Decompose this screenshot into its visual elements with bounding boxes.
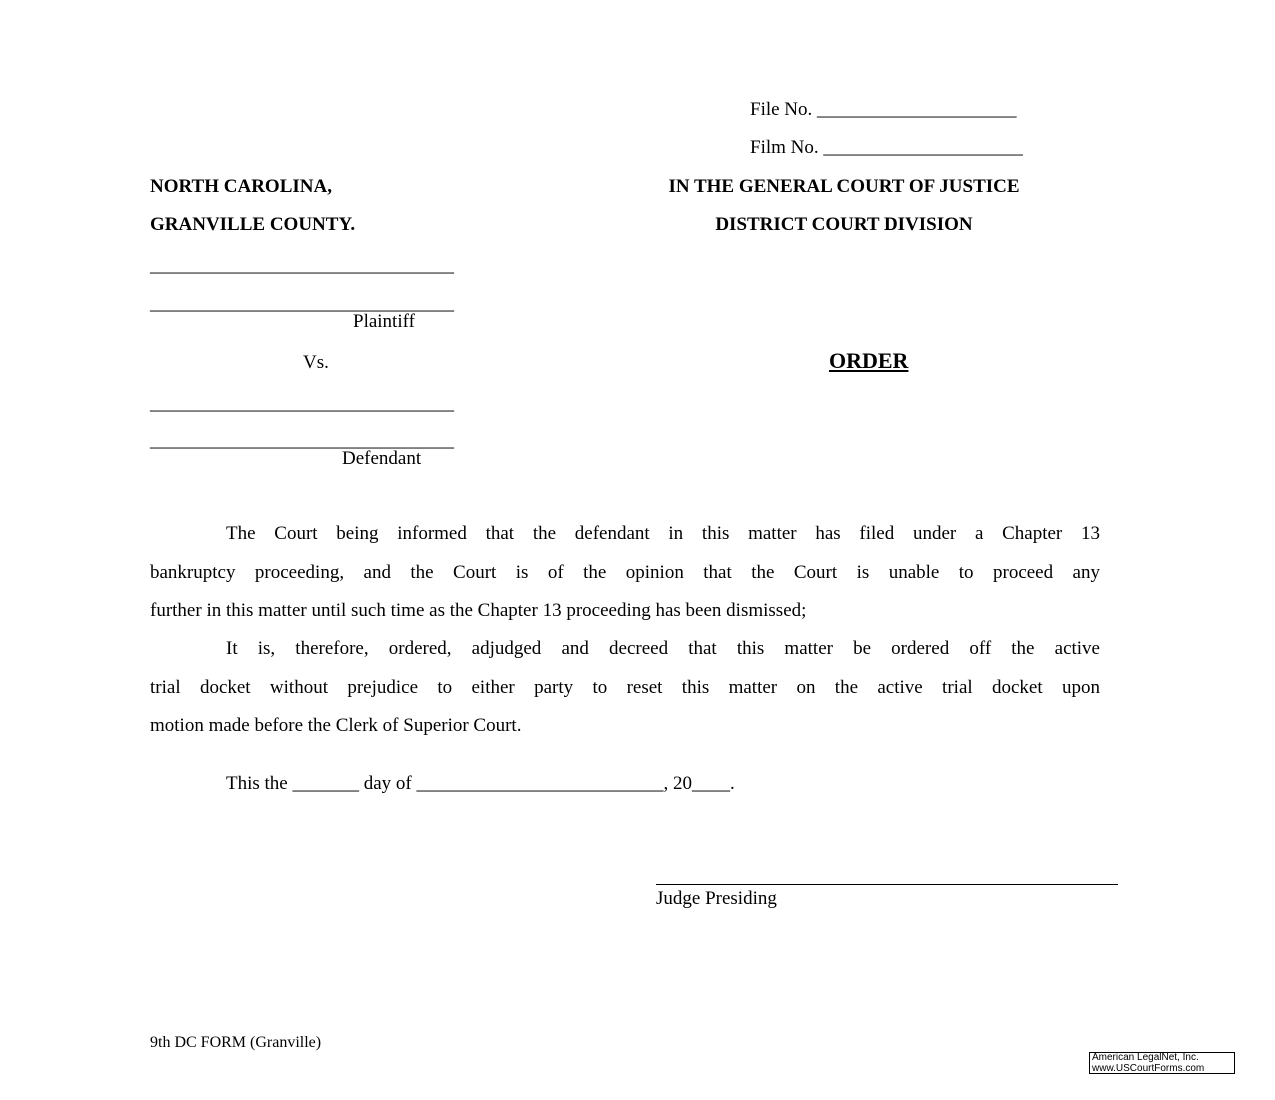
defendant-name-line-1: ________________________________	[150, 393, 454, 414]
paragraph-line: further in this matter until such time as the Chapter 13 proceeding has been dismissed;	[150, 600, 807, 621]
paragraph-line: The Court being informed that the defendant in this matter has filed under a Chapter 13	[226, 523, 1100, 544]
court-division: DISTRICT COURT DIVISION	[715, 214, 973, 235]
order-paragraph-2	[150, 630, 1100, 746]
signature-label: Judge Presiding	[656, 888, 777, 909]
publisher-name: American LegalNet, Inc.	[1092, 1052, 1199, 1063]
court-name: IN THE GENERAL COURT OF JUSTICE	[668, 176, 1020, 197]
paragraph-line: bankruptcy proceeding, and the Court is of the opinion that the Court is unable to proceed any	[150, 561, 1100, 583]
publisher-url: www.USCourtForms.com	[1092, 1062, 1205, 1074]
paragraph-line: It is, therefore, ordered, adjudged and decreed that this matter be ordered off the active	[226, 638, 1100, 659]
versus-label: Vs.	[303, 352, 329, 373]
plaintiff-name-line-2: ________________________________	[150, 293, 454, 314]
date-line: This the _______ day of __________________________, 20____.	[226, 773, 735, 794]
defendant-label: Defendant	[342, 448, 422, 469]
publisher-logo	[1089, 1052, 1235, 1074]
file-number-field: File No. _____________________	[750, 99, 1017, 120]
plaintiff-name-line-1: ________________________________	[150, 255, 454, 276]
document-title: ORDER	[829, 348, 909, 373]
state-name: NORTH CAROLINA,	[150, 176, 332, 197]
paragraph-line: trial docket without prejudice to either party to reset this matter on the active trial docket upon	[150, 676, 1100, 698]
paragraph-line: motion made before the Clerk of Superior Court.	[150, 715, 522, 736]
order-paragraph-1	[150, 515, 1100, 631]
plaintiff-label: Plaintiff	[353, 311, 415, 332]
defendant-name-line-2: ________________________________	[150, 430, 454, 451]
form-identifier: 9th DC FORM (Granville)	[150, 1034, 322, 1051]
signature-line	[656, 884, 1118, 885]
county-name: GRANVILLE COUNTY.	[150, 214, 356, 235]
film-number-field: Film No. _____________________	[750, 137, 1023, 158]
